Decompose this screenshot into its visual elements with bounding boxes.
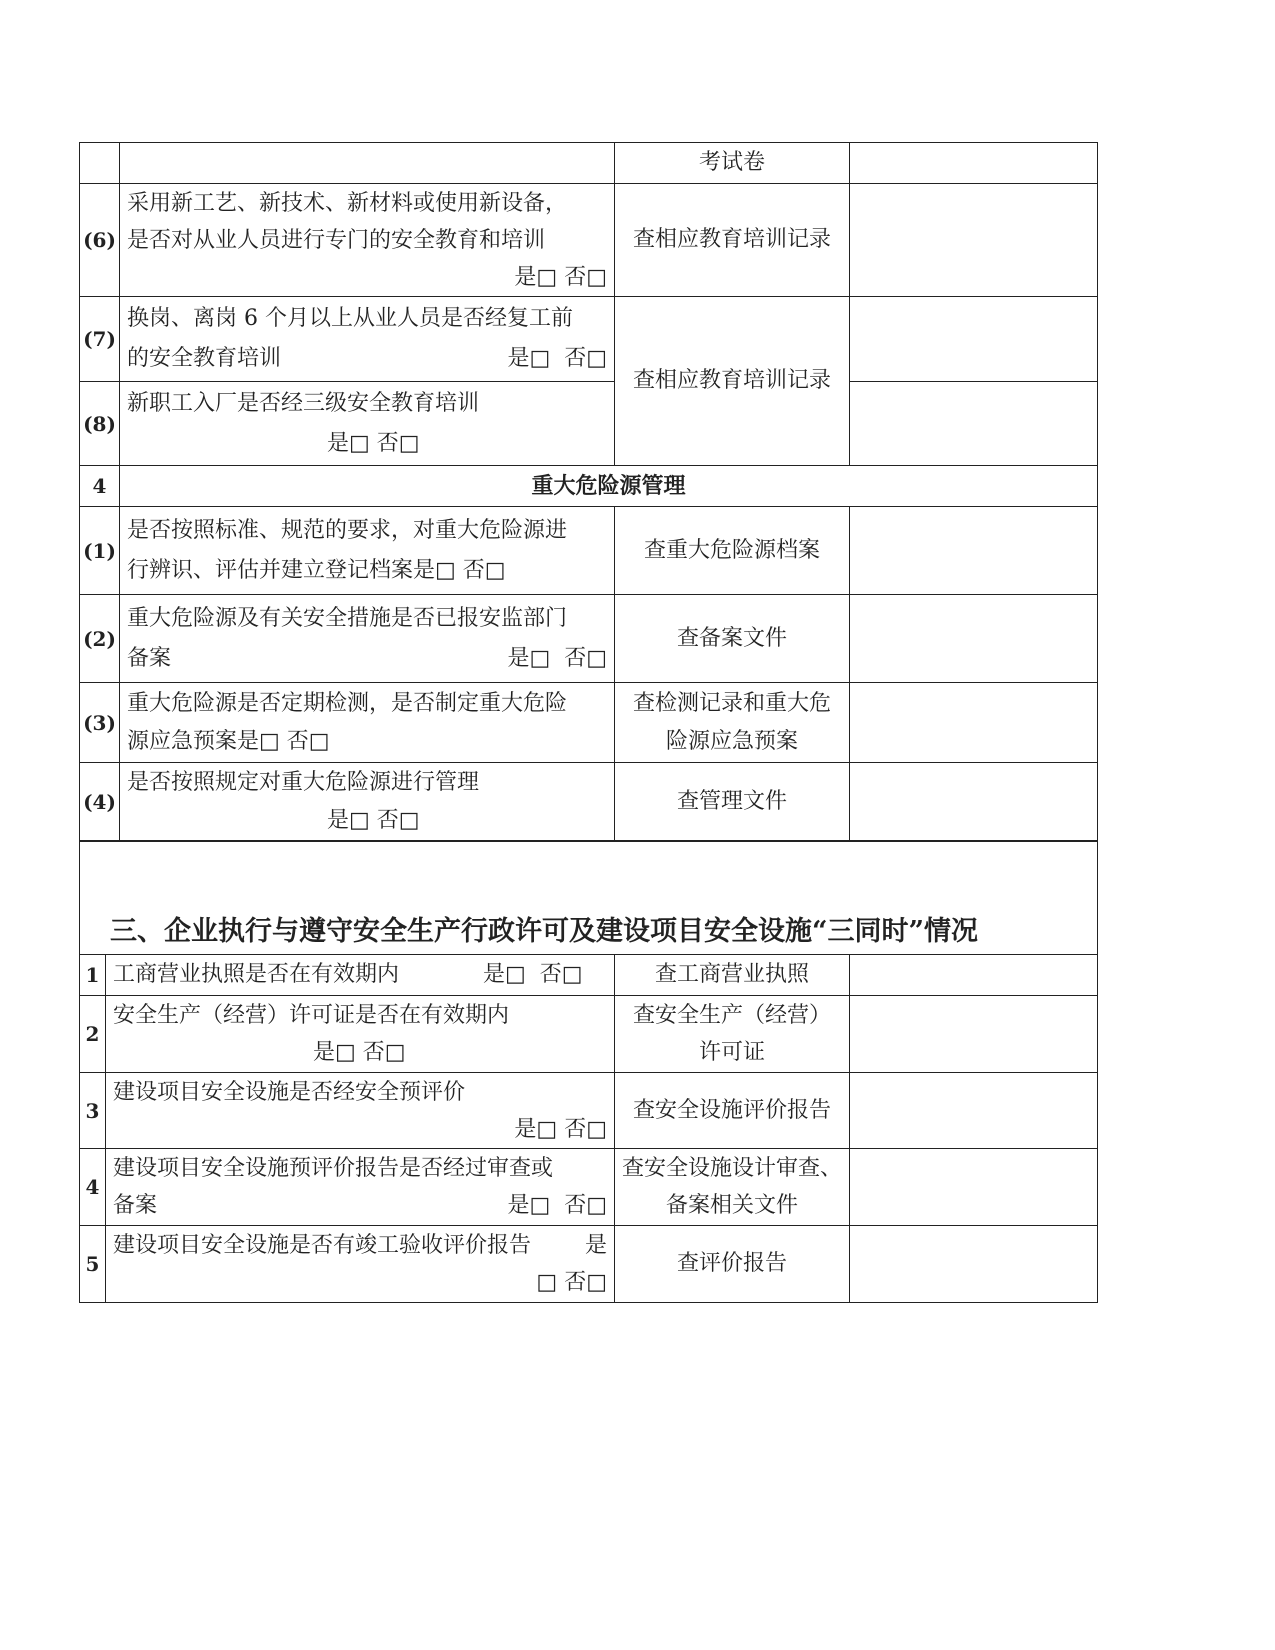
table-row (80, 1073, 1098, 1149)
section-header-row (80, 466, 1098, 507)
method-cell (615, 1149, 850, 1226)
result-cell[interactable] (850, 507, 1098, 595)
yes-no-options[interactable]: □ 否□ (536, 1270, 607, 1295)
item-cell (120, 382, 615, 466)
item-number: 4 (80, 1149, 106, 1226)
item-number: (3) (80, 683, 120, 763)
yes-no-options[interactable]: 是□ 否□ (507, 645, 607, 671)
yes-no-options[interactable]: 是□ 否□ (483, 962, 583, 987)
section-number: 4 (80, 466, 120, 507)
result-cell[interactable] (850, 143, 1098, 184)
item-text: 安全生产（经营）许可证是否在有效期内 (113, 1003, 510, 1028)
yes-no-options[interactable]: 是□ 否□ (514, 1116, 607, 1142)
item-number: (8) (80, 382, 120, 466)
item-text: 备案 (127, 645, 172, 671)
num-cell (80, 143, 120, 184)
item-number: 5 (80, 1226, 106, 1303)
method-cell: 查安全设施评价报告 (615, 1073, 850, 1149)
method-cell: 查相应教育培训记录 (615, 184, 850, 297)
method-cell: 查相应教育培训记录 (615, 297, 850, 466)
item-text: 备案 (113, 1193, 158, 1218)
result-cell[interactable] (850, 1226, 1098, 1303)
method-text: 查安全设施设计审查、 (622, 1156, 843, 1181)
result-cell[interactable] (850, 184, 1098, 297)
method-cell: 查评价报告 (615, 1226, 850, 1303)
item-text: 是否对从业人员进行专门的安全教育和培训 (127, 227, 546, 253)
method-text: 备案相关文件 (665, 1193, 798, 1218)
yes-no-options[interactable]: 是□ 否□ (507, 1193, 607, 1218)
item-number: 3 (80, 1073, 106, 1149)
item-cell (106, 1226, 615, 1303)
method-cell: 查管理文件 (615, 763, 850, 842)
item-text: 工商营业执照是否在有效期内 (113, 962, 400, 987)
method-text: 险源应急预案 (665, 728, 798, 754)
table-row (80, 184, 1098, 297)
method-text: 许可证 (698, 1040, 765, 1065)
item-text: 是否按照标准、规范的要求，对重大危险源进 (127, 517, 568, 543)
item-cell (106, 1149, 615, 1226)
table-row (80, 595, 1098, 683)
item-text: 是否按照规定对重大危险源进行管理 (127, 770, 480, 795)
item-text: 建设项目安全设施是否经安全预评价 (113, 1079, 466, 1105)
section-heading: 三、企业执行与遵守安全生产行政许可及建设项目安全设施“三同时”情况 (80, 841, 1098, 955)
result-cell[interactable] (850, 763, 1098, 842)
item-text[interactable]: 行辨识、评估并建立登记档案是□ 否□ (127, 557, 506, 583)
item-cell (120, 297, 615, 382)
table-row (80, 996, 1098, 1073)
item-number: (2) (80, 595, 120, 683)
item-text: 采用新工艺、新技术、新材料或使用新设备， (127, 190, 568, 216)
table-row (80, 1226, 1098, 1303)
item-text: 新职工入厂是否经三级安全教育培训 (127, 390, 480, 416)
method-cell (615, 683, 850, 763)
result-cell[interactable] (850, 595, 1098, 683)
table-row (80, 1149, 1098, 1226)
method-text: 查安全生产（经营） (632, 1003, 831, 1028)
method-cell (615, 996, 850, 1073)
item-number: 2 (80, 996, 106, 1073)
item-text: 建设项目安全设施是否有竣工验收评价报告 (113, 1233, 532, 1258)
yes-no-options[interactable]: 是□ 否□ (514, 264, 607, 290)
result-cell[interactable] (850, 1149, 1098, 1226)
result-cell[interactable] (850, 955, 1098, 996)
item-cell (120, 184, 615, 297)
table-row (80, 955, 1098, 996)
item-cell (120, 507, 615, 595)
item-number: (7) (80, 297, 120, 382)
item-text: 重大危险源是否定期检测，是否制定重大危险 (127, 690, 568, 716)
section-heading-row (80, 841, 1098, 955)
result-cell[interactable] (850, 382, 1098, 466)
yes-no-options[interactable]: 是□ 否□ (327, 808, 420, 833)
item-number: (6) (80, 184, 120, 297)
table-row (80, 763, 1098, 842)
item-cell (106, 996, 615, 1073)
yes-no-options[interactable]: 是□ 否□ (313, 1040, 406, 1065)
yes-no-options[interactable]: 是□ 否□ (327, 430, 420, 456)
item-number: (1) (80, 507, 120, 595)
table-row (80, 683, 1098, 763)
result-cell[interactable] (850, 297, 1098, 382)
section-title: 重大危险源管理 (120, 466, 1098, 507)
table-row (80, 382, 1098, 466)
method-text: 查检测记录和重大危 (632, 690, 831, 716)
item-number: 1 (80, 955, 106, 996)
result-cell[interactable] (850, 1073, 1098, 1149)
item-cell (120, 143, 615, 184)
item-text: 建设项目安全设施预评价报告是否经过审查或 (113, 1156, 554, 1181)
method-cell: 查工商营业执照 (615, 955, 850, 996)
item-cell (120, 763, 615, 842)
method-cell: 查备案文件 (615, 595, 850, 683)
table-row (80, 143, 1098, 184)
item-number: (4) (80, 763, 120, 842)
yes-no-options[interactable]: 是□ 否□ (507, 346, 607, 371)
table-row (80, 297, 1098, 382)
item-cell (120, 683, 615, 763)
item-cell (106, 1073, 615, 1149)
method-cell: 查重大危险源档案 (615, 507, 850, 595)
item-cell (120, 595, 615, 683)
item-text: 的安全教育培训 (127, 346, 282, 371)
inspection-table (79, 142, 1098, 842)
item-text[interactable]: 源应急预案是□ 否□ (127, 728, 330, 754)
item-text: 重大危险源及有关安全措施是否已报安监部门 (127, 605, 568, 631)
yes-option[interactable]: 是 (584, 1233, 607, 1258)
item-cell (106, 955, 615, 996)
result-cell[interactable] (850, 683, 1098, 763)
method-cell: 考试卷 (615, 143, 850, 184)
table-row (80, 507, 1098, 595)
result-cell[interactable] (850, 996, 1098, 1073)
item-text: 换岗、离岗 6 个月以上从业人员是否经复工前 (127, 306, 573, 331)
permit-table (79, 840, 1098, 1303)
